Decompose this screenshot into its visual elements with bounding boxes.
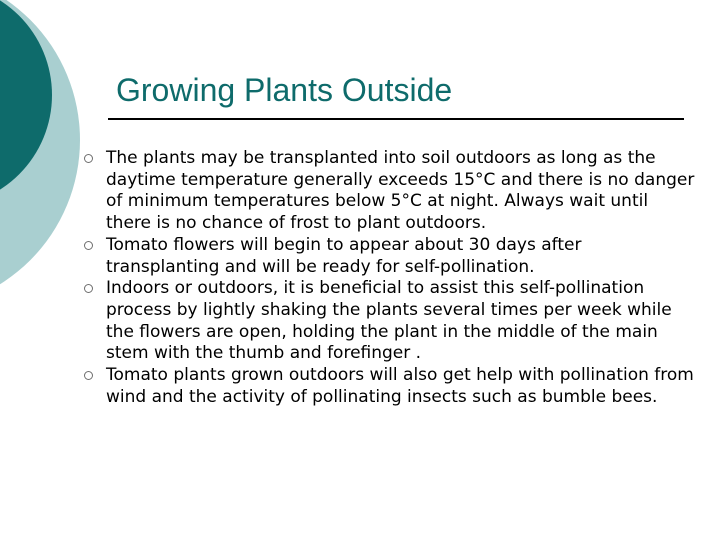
bullet-circle-icon xyxy=(84,284,93,293)
bullet-text: Tomato plants grown outdoors will also get help with pollination from wind and the activity of pollinating insects such as bumble bees. xyxy=(106,365,694,407)
bullet-text: Indoors or outdoors, it is beneficial to assist this self-pollination process by lightly shaking the plants several times per week while the flowers are open, holding the plant in the middle of the main stem with the thumb and forefinger . xyxy=(106,278,672,364)
bullet-item xyxy=(84,365,696,408)
bullet-circle-icon xyxy=(84,241,93,250)
title-underline xyxy=(108,118,684,120)
slide-title: Growing Plants Outside xyxy=(116,72,453,108)
bullet-item xyxy=(84,148,696,235)
bullet-text: The plants may be transplanted into soil outdoors as long as the daytime temperature generally exceeds 15°C and there is no danger of minimum temperatures below 5°C at night. Always wait until there is no chance of frost to plant outdoors. xyxy=(106,148,695,234)
bullet-item xyxy=(84,235,696,278)
bullet-text: Tomato flowers will begin to appear about 30 days after transplanting and will be ready for self-pollination. xyxy=(106,234,582,277)
bullet-circle-icon xyxy=(84,371,93,380)
bullet-circle-icon xyxy=(84,154,93,163)
bullet-list xyxy=(84,148,696,408)
bullet-item xyxy=(84,278,696,365)
